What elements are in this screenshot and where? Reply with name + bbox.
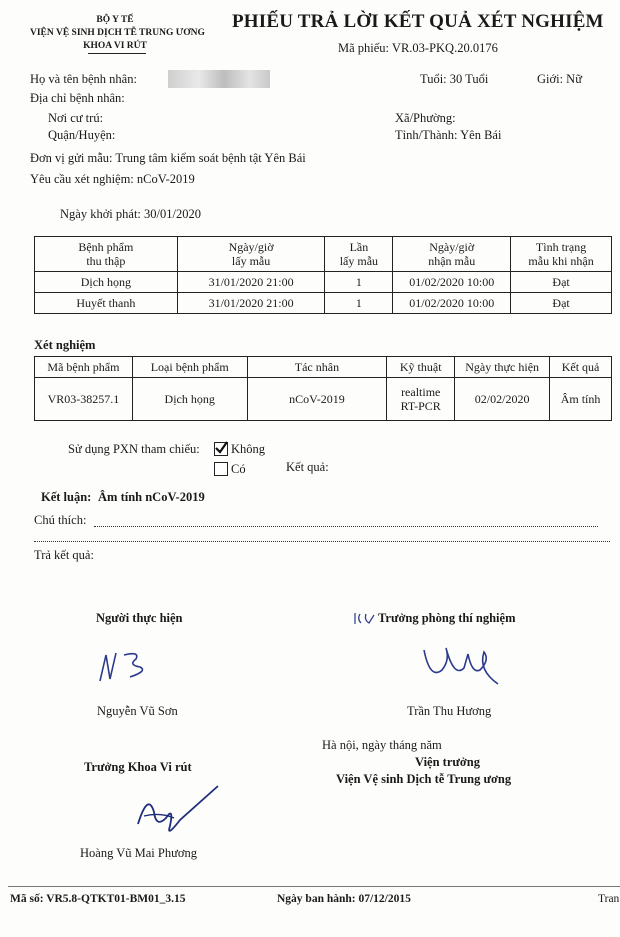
table-cell: 1 (325, 293, 393, 314)
conclusion-value: Âm tính nCoV-2019 (98, 490, 205, 504)
table-row (35, 272, 612, 293)
table-cell: 01/02/2020 10:00 (393, 272, 511, 293)
document-title: PHIẾU TRẢ LỜI KẾT QUẢ XÉT NGHIỆM (232, 11, 604, 32)
footer-rule (8, 886, 620, 887)
table-cell: Đạt (511, 272, 612, 293)
performer-title: Người thực hiện (96, 611, 183, 625)
table-cell: 31/01/2020 21:00 (177, 293, 325, 314)
table-cell: 31/01/2020 21:00 (177, 272, 325, 293)
form-code: Mã phiếu: VR.03-PKQ.20.0176 (338, 41, 498, 55)
performer-signature (96, 645, 156, 687)
column-header: Kỹ thuật (387, 357, 455, 378)
note-dotted-line (94, 526, 598, 527)
table-cell: VR03-38257.1 (35, 378, 133, 421)
column-header: Tác nhân (247, 357, 387, 378)
ministry-name: BỘ Y TẾ (96, 15, 134, 25)
address-label: Địa chỉ bệnh nhân: (30, 91, 125, 105)
province: Tỉnh/Thành: Yên Bái (395, 128, 502, 142)
conclusion-label: Kết luận: (41, 490, 92, 504)
column-header: Kết quả (550, 357, 612, 378)
reference-result-label: Kết quả: (286, 460, 329, 474)
test-request: Yêu cầu xét nghiệm: nCoV-2019 (30, 172, 195, 186)
column-header: Loại bệnh phẩm (132, 357, 247, 378)
residence-label: Nơi cư trú: (48, 111, 104, 125)
sender-unit: Đơn vị gửi mẫu: Trung tâm kiểm soát bệnh tật Yên Bái (30, 151, 306, 165)
patient-age: Tuổi: 30 Tuổi (420, 72, 489, 86)
ward-label: Xã/Phường: (395, 111, 456, 125)
lab-head-signature (420, 640, 510, 690)
note-label: Chú thích: (34, 513, 87, 527)
table-cell: nCoV-2019 (247, 378, 387, 421)
table-row (35, 293, 612, 314)
reference-label: Sử dụng PXN tham chiếu: (68, 442, 200, 456)
performer-name: Nguyễn Vũ Sơn (97, 704, 178, 718)
lab-head-title: Trưởng phòng thí nghiệm (378, 611, 516, 625)
dept-head-name: Hoàng Vũ Mai Phương (80, 846, 197, 860)
department-name: KHOA VI RÚT (83, 41, 147, 51)
table-cell: Dịch họng (132, 378, 247, 421)
reference-no-checkbox[interactable] (214, 442, 228, 456)
footer-issued: Ngày ban hành: 07/12/2015 (277, 893, 411, 905)
director-org: Viện Vệ sinh Dịch tễ Trung ương (336, 772, 512, 786)
table-header-row (35, 357, 612, 378)
table-cell: Dịch họng (35, 272, 178, 293)
lab-head-initials-mark (352, 611, 378, 627)
dept-head-signature (130, 782, 220, 842)
table-cell: Âm tính (550, 378, 612, 421)
reference-yes-checkbox[interactable] (214, 462, 228, 476)
check-icon (214, 441, 228, 455)
tests-table (34, 356, 612, 421)
table-cell: realtime RT-PCR (387, 378, 455, 421)
institute-name: VIỆN VỆ SINH DỊCH TỄ TRUNG ƯƠNG (30, 28, 205, 38)
place-date: Hà nội, ngày tháng năm (322, 738, 442, 752)
column-header: Mã bệnh phẩm (35, 357, 133, 378)
table-cell: 01/02/2020 10:00 (393, 293, 511, 314)
column-header: Ngày/giờ lấy mẫu (177, 237, 325, 272)
patient-name-label: Họ và tên bệnh nhân: (30, 72, 137, 86)
table-header-row (35, 237, 612, 272)
table-row (35, 378, 612, 421)
table-cell: Huyết thanh (35, 293, 178, 314)
table-cell: Đạt (511, 293, 612, 314)
dept-head-title: Trưởng Khoa Vi rút (84, 760, 192, 774)
reference-no-label: Không (231, 442, 266, 456)
column-header: Ngày thực hiện (455, 357, 550, 378)
table-cell: 02/02/2020 (455, 378, 550, 421)
onset-date: Ngày khởi phát: 30/01/2020 (60, 207, 201, 221)
column-header: Ngày/giờ nhận mẫu (393, 237, 511, 272)
column-header: Lần lấy mẫu (325, 237, 393, 272)
note-dotted-line-2 (34, 541, 610, 542)
reference-yes-label: Có (231, 462, 246, 476)
director-title: Viện trưởng (415, 755, 480, 769)
redacted-name (168, 70, 270, 88)
patient-gender: Giới: Nữ (537, 72, 582, 86)
column-header: Tình trạng mẫu khi nhận (511, 237, 612, 272)
table-cell: 1 (325, 272, 393, 293)
header-underline (88, 53, 146, 54)
samples-table (34, 236, 612, 314)
footer-page: Tran (598, 893, 620, 905)
column-header: Bệnh phẩm thu thập (35, 237, 178, 272)
tests-section-label: Xét nghiệm (34, 338, 96, 352)
footer-code: Mã số: VR5.8-QTKT01-BM01_3.15 (10, 893, 186, 905)
return-label: Trả kết quả: (34, 548, 94, 562)
lab-head-name: Trần Thu Hương (407, 704, 492, 718)
district-label: Quận/Huyện: (48, 128, 116, 142)
